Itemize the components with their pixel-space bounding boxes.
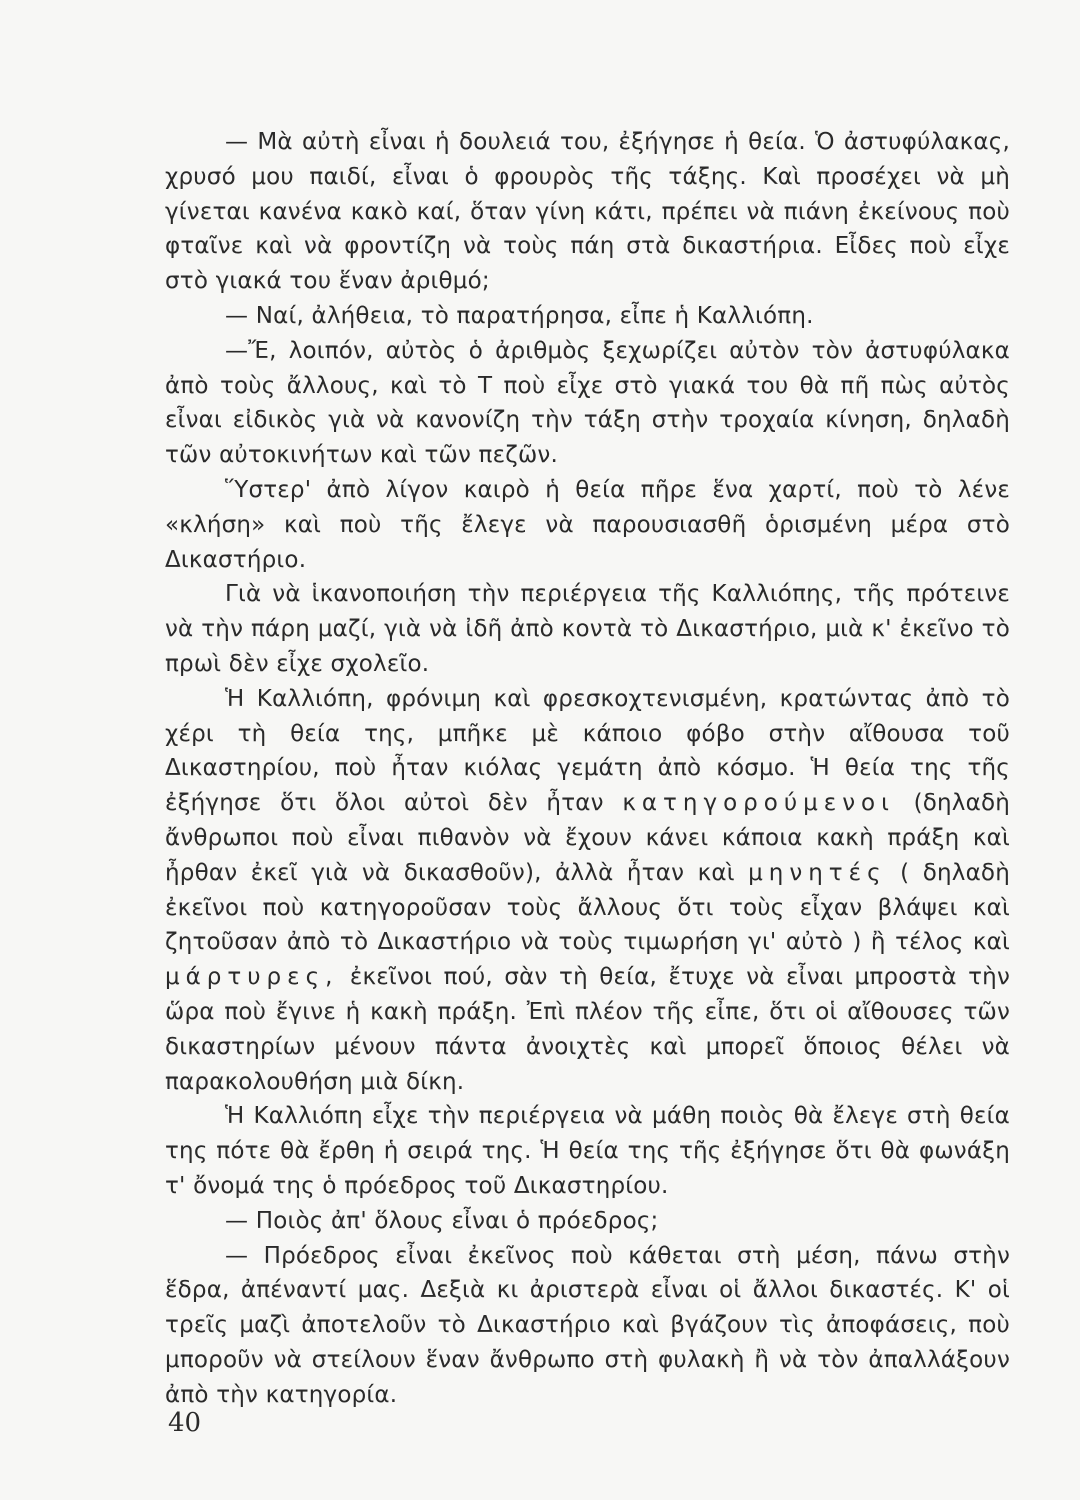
paragraph-3: —Ἔ, λοιπόν, αὐτὸς ὁ ἀριθμὸς ξεχωρίζει αὐτὸν τὸν ἀστυφύλακα ἀπὸ τοὺς ἄλλους, καὶ τὸ Τ ποὺ εἶχε στὸ γιακά του θὰ πῆ πὼς αὐτὸς εἶναι εἰδικὸς γιὰ νὰ κανονίζη τὴν τάξη στὴν τροχαία κίνηση, δηλαδὴ τῶν αὐτοκινήτων καὶ τῶν πεζῶν. — [165, 337, 1010, 469]
paragraph-8: — Ποιὸς ἀπ' ὅλους εἶναι ὁ πρόεδρος; — [225, 1207, 659, 1234]
page-body — [165, 125, 1010, 1412]
paragraph-6-part-d: ἐκεῖνοι πού, σὰν τὴ θεία, ἔτυχε νὰ εἶναι μπροστὰ τὴν ὥρα ποὺ ἔγινε ἡ κακὴ πράξη. Ἐπὶ πλέον τῆς εἶπε, ὅτι οἱ αἴθουσες τῶν δικαστηρίων μένουν πάντα ἀνοιχτὲς καὶ μπορεῖ ὅποιος θέλει νὰ παρακολουθήση μιὰ δίκη. — [165, 964, 1010, 1095]
paragraph-2: — Ναί, ἀλήθεια, τὸ παρατήρησα, εἶπε ἡ Καλλιόπη. — [225, 302, 814, 329]
page-number: 40 — [168, 1408, 202, 1438]
paragraph-6-part-c: ( δηλαδὴ ἐκεῖνοι ποὺ κατηγοροῦσαν τοὺς ἄλλους ὅτι τοὺς εἶχαν βλάψει καὶ ζητοῦσαν ἀπὸ τὸ Δικαστήριο νὰ τοὺς τιμωρήση γι' αὐτὸ ) ἢ τέλος καὶ — [165, 859, 1010, 956]
term-witnesses: μάρτυρες, — [165, 964, 339, 991]
paragraph-9: — Πρόεδρος εἶναι ἐκεῖνος ποὺ κάθεται στὴ μέση, πάνω στὴν ἕδρα, ἀπέναντί μας. Δεξιὰ κι ἀριστερὰ εἶναι οἱ ἄλλοι δικαστές. Κ' οἱ τρεῖς μαζὶ ἀποτελοῦν τὸ Δικαστήριο καὶ βγάζουν τὶς ἀποφάσεις, ποὺ μποροῦν νὰ στείλουν ἕναν ἄνθρωπο στὴ φυλακὴ ἢ νὰ τὸν ἀπαλλάξουν ἀπὸ τὴν κατηγορία. — [165, 1242, 1010, 1408]
paragraph-7: Ἡ Καλλιόπη εἶχε τὴν περιέργεια νὰ μάθη ποιὸς θὰ ἔλεγε στὴ θεία της πότε θὰ ἔρθη ἡ σειρά της. Ἡ θεία της τῆς ἐξήγησε ὅτι θὰ φωνάξη τ' ὄνομά της ὁ πρόεδρος τοῦ Δικαστηρίου. — [165, 1103, 1010, 1199]
term-plaintiffs: μηνητές — [748, 859, 887, 886]
paragraph-6-part-a: Ἡ Καλλιόπη, φρόνιμη καὶ φρεσκοχτενισμένη, κρατώντας ἀπὸ τὸ χέρι τὴ θεία της, μπῆκε μὲ κάποιο φόβο στὴν αἴθουσα τοῦ Δικαστηρίου, ποὺ ἦταν κιόλας γεμάτη ἀπὸ κόσμο. Ἡ θεία της τῆς ἐξήγησε ὅτι ὅλοι αὐτοὶ δὲν ἦταν — [165, 685, 1010, 817]
term-defendants: κατηγορούμενοι — [622, 790, 895, 817]
paragraph-6 — [165, 682, 1010, 1100]
paragraph-4: Ὕστερ' ἀπὸ λίγον καιρὸ ἡ θεία πῆρε ἕνα χαρτί, ποὺ τὸ λένε «κλήση» καὶ ποὺ τῆς ἔλεγε νὰ παρουσιασθῆ ὁρισμένη μέρα στὸ Δικαστήριο. — [165, 476, 1010, 573]
paragraph-5: Γιὰ νὰ ἱκανοποιήση τὴν περιέργεια τῆς Καλλιόπης, τῆς πρότεινε νὰ τὴν πάρη μαζί, γιὰ νὰ ἰδῆ ἀπὸ κοντὰ τὸ Δικαστήριο, μιὰ κ' ἐκεῖνο τὸ πρωὶ δὲν εἶχε σχολεῖο. — [165, 581, 1010, 677]
paragraph-1: — Μὰ αὐτὴ εἶναι ἡ δουλειά του, ἐξήγησε ἡ θεία. Ὁ ἀστυφύλακας, χρυσό μου παιδί, εἶναι ὁ φρουρὸς τῆς τάξης. Καὶ προσέχει νὰ μὴ γίνεται κανένα κακὸ καί, ὅταν γίνη κάτι, πρέπει νὰ πιάνη ἐκείνους ποὺ φταῖνε καὶ νὰ φροντίζη νὰ τοὺς πάη στὰ δικαστήρια. Εἶδες ποὺ εἶχε στὸ γιακά του ἕναν ἀριθμό; — [165, 129, 1010, 295]
paragraph-6-part-b: (δηλαδὴ ἄνθρωποι ποὺ εἶναι πιθανὸν νὰ ἔχουν κάνει κάποια κακὴ πράξη καὶ ἦρθαν ἐκεῖ γιὰ νὰ δικασθοῦν), ἀλλὰ ἦταν καὶ — [165, 790, 1011, 886]
